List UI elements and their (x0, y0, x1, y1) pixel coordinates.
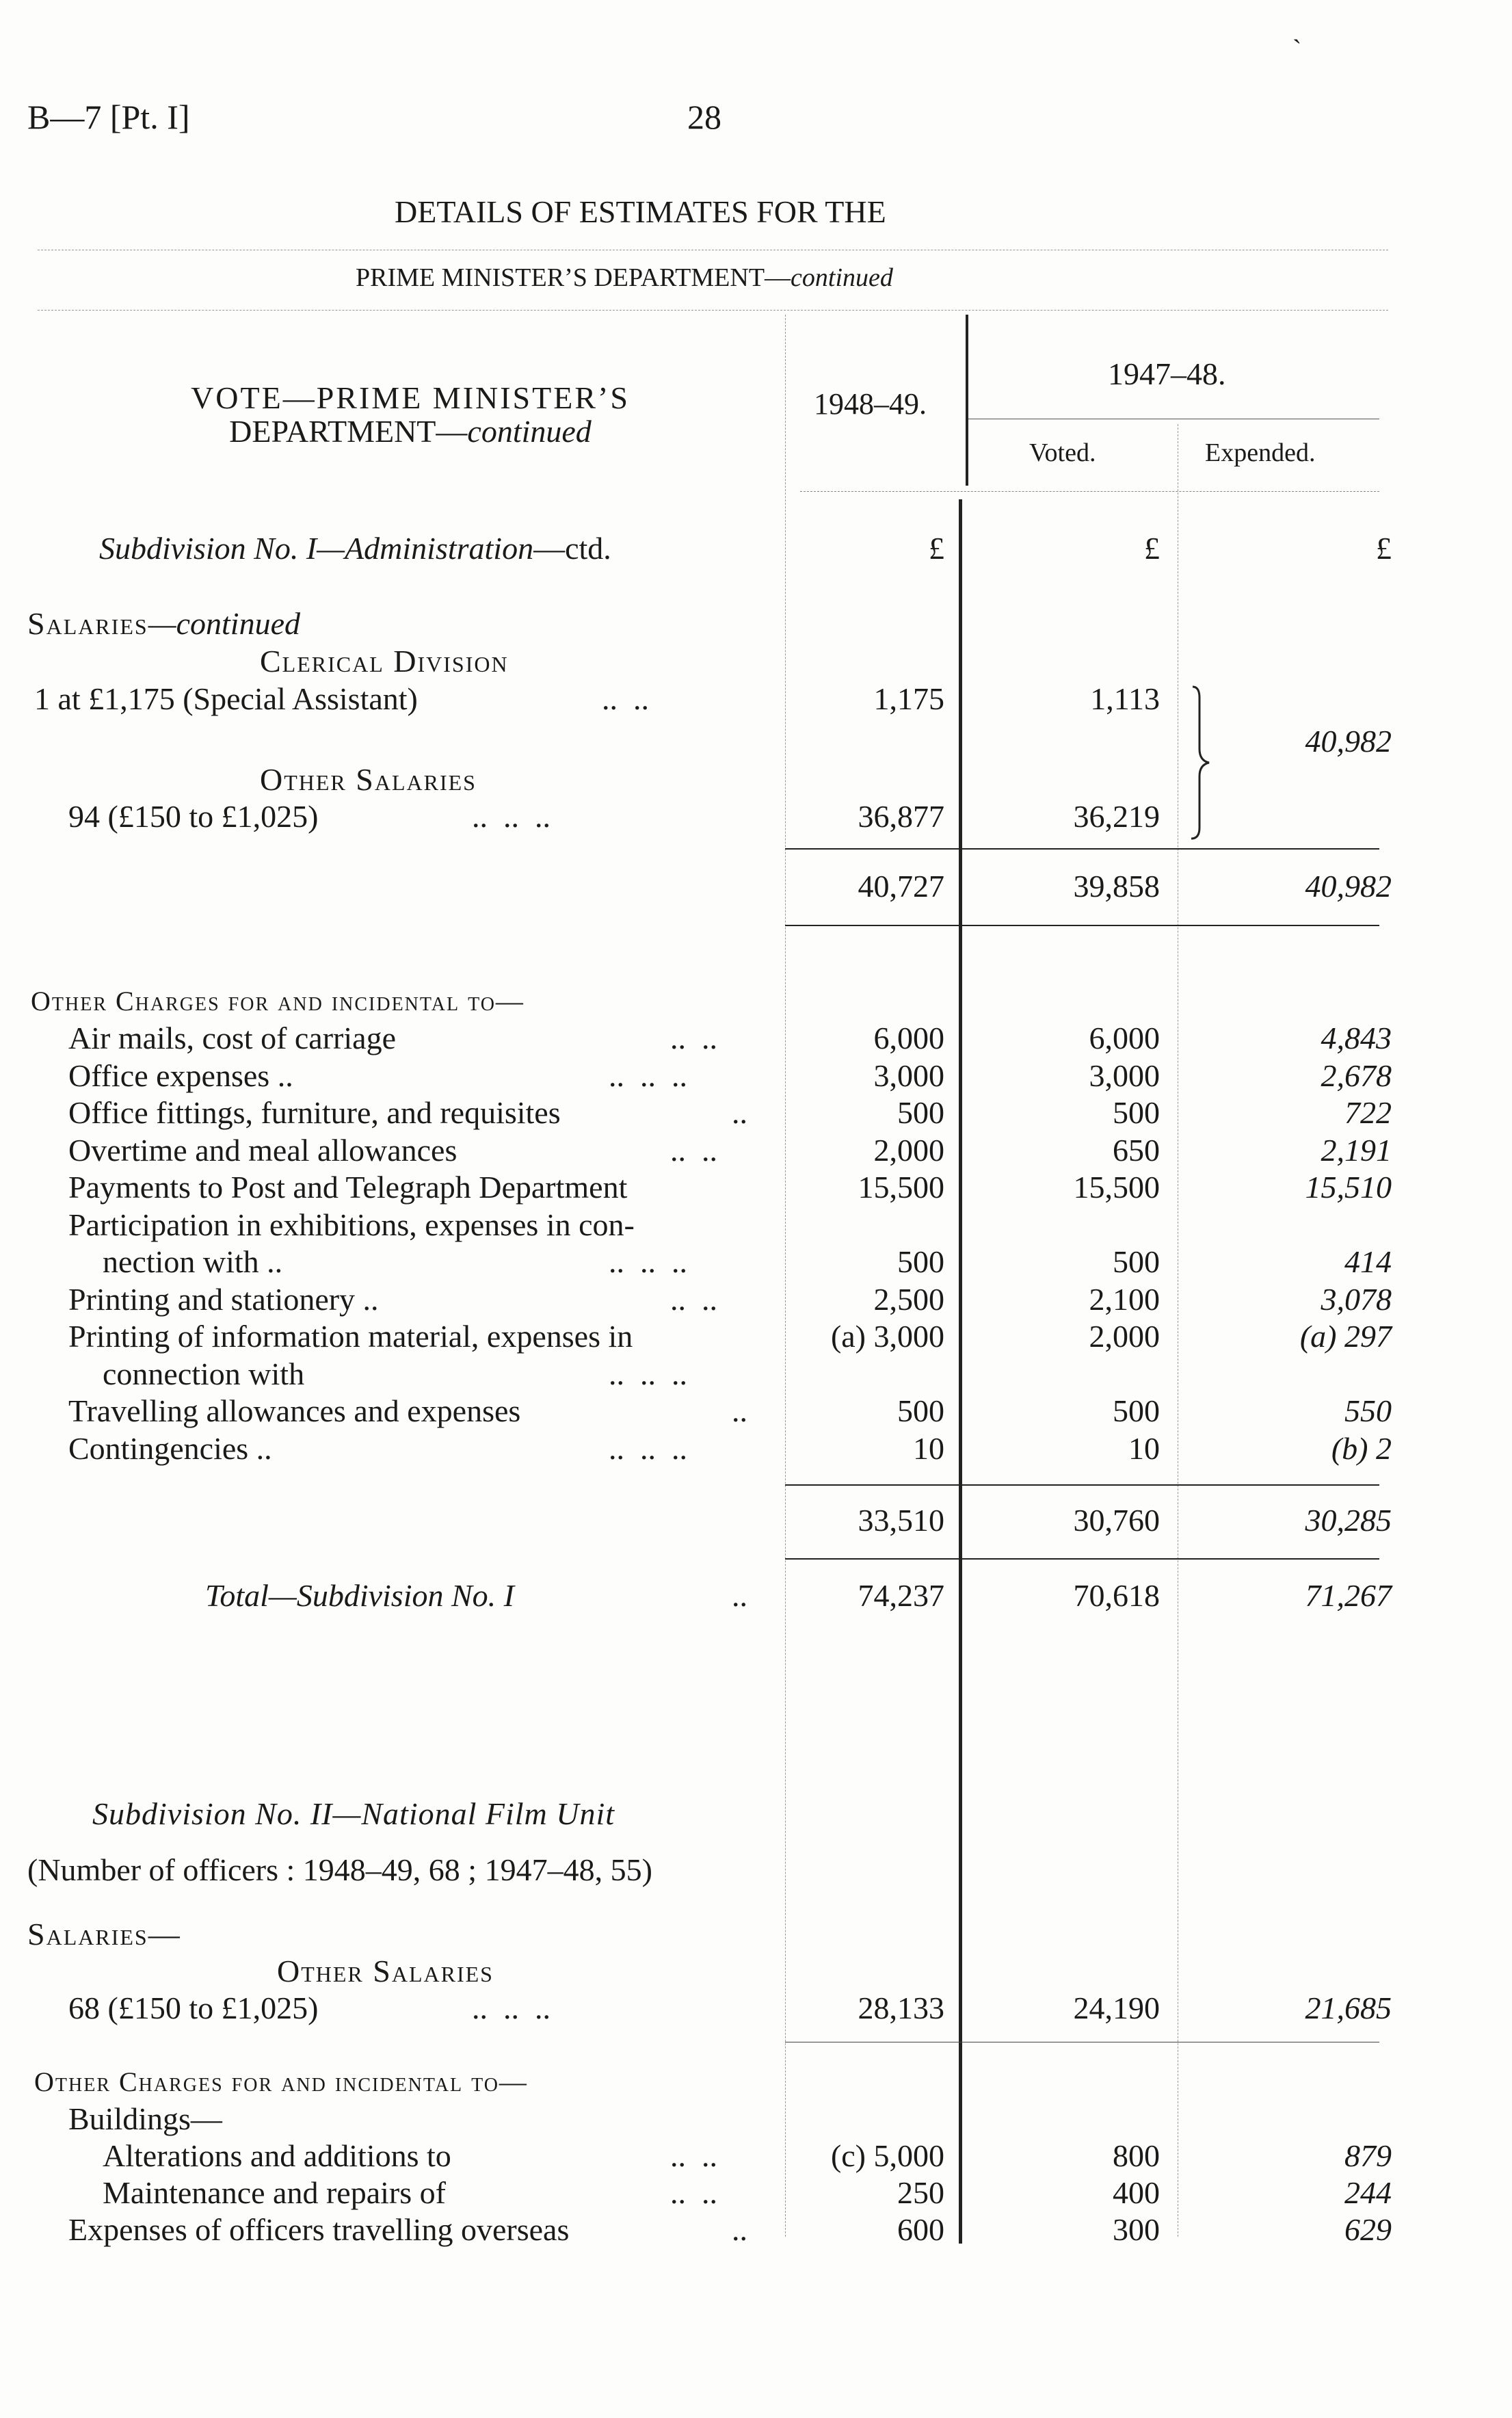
charge-label: Participation in exhibitions, expenses in con- (68, 1207, 635, 1242)
clerical-voted: 1,113 (1090, 681, 1160, 716)
charge-label: Office fittings, furniture, and requisites (68, 1095, 561, 1130)
charge-voted: 500 (1113, 1244, 1160, 1279)
subdivision-1-total-1948: 74,237 (858, 1578, 944, 1613)
charge-label: Maintenance and repairs of (103, 2175, 446, 2210)
currency-expended: £ (1376, 531, 1392, 566)
charge-voted: 650 (1113, 1132, 1160, 1168)
col-expended-header: Expended. (1205, 438, 1316, 467)
charge-expended: 722 (1344, 1095, 1392, 1130)
other-salaries-dots: .. .. .. (472, 799, 551, 834)
charge-1948: 2,500 (873, 1281, 944, 1317)
other-salaries-1948: 36,877 (858, 799, 944, 834)
charge-expended: 2,191 (1321, 1132, 1392, 1168)
charge-expended: 4,843 (1321, 1021, 1392, 1055)
other-salaries-item: 94 (£150 to £1,025) (68, 799, 319, 834)
other-salaries-heading: Other Salaries (260, 762, 477, 797)
buildings-heading: Buildings— (68, 2101, 222, 2136)
charge-expended: (a) 297 (1299, 1319, 1392, 1354)
subdivision-2-salaries: Salaries— (27, 1917, 181, 1952)
charge-label: nection with .. (103, 1244, 283, 1279)
salaries-total-1948: 40,727 (858, 869, 944, 904)
subdivision-2-other-salaries: Other Salaries (277, 1954, 494, 1988)
charge-1948: (a) 3,000 (830, 1319, 944, 1354)
charge-label: Air mails, cost of carriage (68, 1021, 396, 1055)
charges-total-voted: 30,760 (1073, 1503, 1160, 1538)
col-1947-header: 1947–48. (1108, 356, 1226, 391)
charge-label: Overtime and meal allowances (68, 1132, 457, 1168)
col-header-rule (800, 491, 1379, 492)
charge-voted: 15,500 (1073, 1170, 1160, 1205)
charge-label: connection with (103, 1356, 305, 1391)
charge-voted: 2,100 (1089, 1281, 1160, 1317)
charge-1948: 600 (897, 2212, 944, 2247)
charge-1948: (c) 5,000 (830, 2138, 944, 2173)
charge-leader-dots: .. (732, 1393, 747, 1428)
charge-1948: 2,000 (873, 1132, 944, 1168)
subdivision-1-total-label: Total—Subdivision No. I (205, 1578, 514, 1613)
main-title: DETAILS OF ESTIMATES FOR THE (395, 194, 886, 229)
charge-leader-dots: .. .. .. (609, 1057, 687, 1093)
col-rule-main (966, 315, 968, 486)
charge-leader-dots: .. .. (670, 1021, 717, 1055)
subdivision-2-officers: (Number of officers : 1948–49, 68 ; 1947–48, 55) (27, 1852, 652, 1887)
charge-voted: 300 (1113, 2212, 1160, 2247)
col-voted-header: Voted. (1029, 438, 1096, 467)
charge-leader-dots: .. .. .. (609, 1430, 687, 1466)
subdivision-2-item-expended: 21,685 (1305, 1990, 1392, 2025)
charges-total-1948: 33,510 (858, 1503, 944, 1538)
charge-expended: 629 (1344, 2212, 1392, 2247)
subdivision-2-heading: Subdivision No. II—National Film Unit (92, 1796, 615, 1831)
charge-label: Printing and stationery .. (68, 1281, 379, 1317)
vote-title: VOTE—PRIME MINISTER’S DEPARTMENT—continued (191, 380, 630, 449)
salaries-total-rule (785, 925, 1379, 926)
other-salaries-voted: 36,219 (1073, 799, 1160, 834)
salaries-heading: Salaries—continued (27, 606, 300, 641)
charge-label: Printing of information material, expenses in (68, 1319, 633, 1354)
charge-1948: 10 (913, 1430, 944, 1466)
col-1948-header: 1948–49. (814, 387, 927, 421)
charges-total-rule (785, 1558, 1379, 1560)
charge-expended: 15,510 (1305, 1170, 1392, 1205)
charge-expended: 244 (1344, 2175, 1392, 2210)
subdivision-1-total-expended: 71,267 (1305, 1578, 1392, 1613)
charge-label: Contingencies .. (68, 1430, 272, 1466)
clerical-dots: .. .. (602, 681, 649, 716)
charge-leader-dots: .. .. .. (609, 1244, 687, 1279)
col-rule-main-lower (959, 499, 962, 2244)
subdivision-2-item-voted: 24,190 (1073, 1990, 1160, 2025)
clerical-division-heading: Clerical Division (260, 644, 509, 679)
clerical-1948: 1,175 (873, 681, 944, 716)
other-charges-heading: Other Charges for and incidental to— (31, 986, 525, 1016)
charge-expended: 879 (1344, 2138, 1392, 2173)
charge-expended: 3,078 (1321, 1281, 1392, 1317)
subdivision-2-item-dots: .. .. .. (472, 1990, 551, 2025)
brace (1189, 684, 1216, 841)
header-top-rule (38, 310, 1388, 311)
charge-voted: 6,000 (1089, 1021, 1160, 1055)
department-subtitle: PRIME MINISTER’S DEPARTMENT—continued (356, 263, 893, 292)
charge-voted: 500 (1113, 1095, 1160, 1130)
subdivision-1-total-dots: .. (732, 1578, 747, 1613)
charge-leader-dots: .. (732, 1095, 747, 1130)
charge-expended: 414 (1344, 1244, 1392, 1279)
charges-sum-rule (785, 1484, 1379, 1486)
col-rule-left (785, 315, 786, 2237)
subdivision-1-total-voted: 70,618 (1073, 1578, 1160, 1613)
charge-voted: 400 (1113, 2175, 1160, 2210)
charge-leader-dots: .. .. (670, 2175, 717, 2210)
charge-1948: 15,500 (858, 1170, 944, 1205)
stray-mark: ˏ (1292, 13, 1302, 44)
salaries-sum-rule (785, 848, 1379, 850)
charge-leader-dots: .. (732, 2212, 747, 2247)
subdivision-2-item-1948: 28,133 (858, 1990, 944, 2025)
charge-leader-dots: .. .. (670, 1132, 717, 1168)
charge-leader-dots: .. .. (670, 1281, 717, 1317)
charge-label: Payments to Post and Telegraph Department (68, 1170, 628, 1205)
charge-voted: 10 (1128, 1430, 1160, 1466)
charge-1948: 3,000 (873, 1057, 944, 1093)
subdivision-2-charges-heading: Other Charges for and incidental to— (34, 2066, 528, 2097)
charge-1948: 500 (897, 1095, 944, 1130)
charge-expended: (b) 2 (1331, 1430, 1392, 1466)
charge-label: Expenses of officers travelling overseas (68, 2212, 570, 2247)
charge-expended: 2,678 (1321, 1057, 1392, 1093)
charges-total-expended: 30,285 (1305, 1503, 1392, 1538)
charge-expended: 550 (1344, 1393, 1392, 1428)
clerical-item: 1 at £1,175 (Special Assistant) (34, 681, 418, 716)
charge-1948: 500 (897, 1393, 944, 1428)
charge-1948: 6,000 (873, 1021, 944, 1055)
currency-voted: £ (1144, 531, 1160, 566)
salaries-brace-expended: 40,982 (1305, 724, 1392, 759)
charge-voted: 500 (1113, 1393, 1160, 1428)
subdivision-1-heading: Subdivision No. I—Administration—ctd. (99, 531, 611, 566)
charge-label: Alterations and additions to (103, 2138, 451, 2173)
charge-label: Office expenses .. (68, 1057, 293, 1093)
charge-leader-dots: .. .. .. (609, 1356, 687, 1391)
charge-voted: 3,000 (1089, 1057, 1160, 1093)
charge-voted: 2,000 (1089, 1319, 1160, 1354)
charge-leader-dots: .. .. (670, 2138, 717, 2173)
subdivision-2-item: 68 (£150 to £1,025) (68, 1990, 319, 2025)
page-number: 28 (687, 98, 721, 136)
currency-1948: £ (929, 531, 944, 566)
charge-label: Travelling allowances and expenses (68, 1393, 521, 1428)
page-reference: B—7 [Pt. I] (27, 98, 190, 136)
charge-voted: 800 (1113, 2138, 1160, 2173)
salaries-total-expended: 40,982 (1305, 869, 1392, 904)
charge-1948: 500 (897, 1244, 944, 1279)
salaries-total-voted: 39,858 (1073, 869, 1160, 904)
charge-1948: 250 (897, 2175, 944, 2210)
